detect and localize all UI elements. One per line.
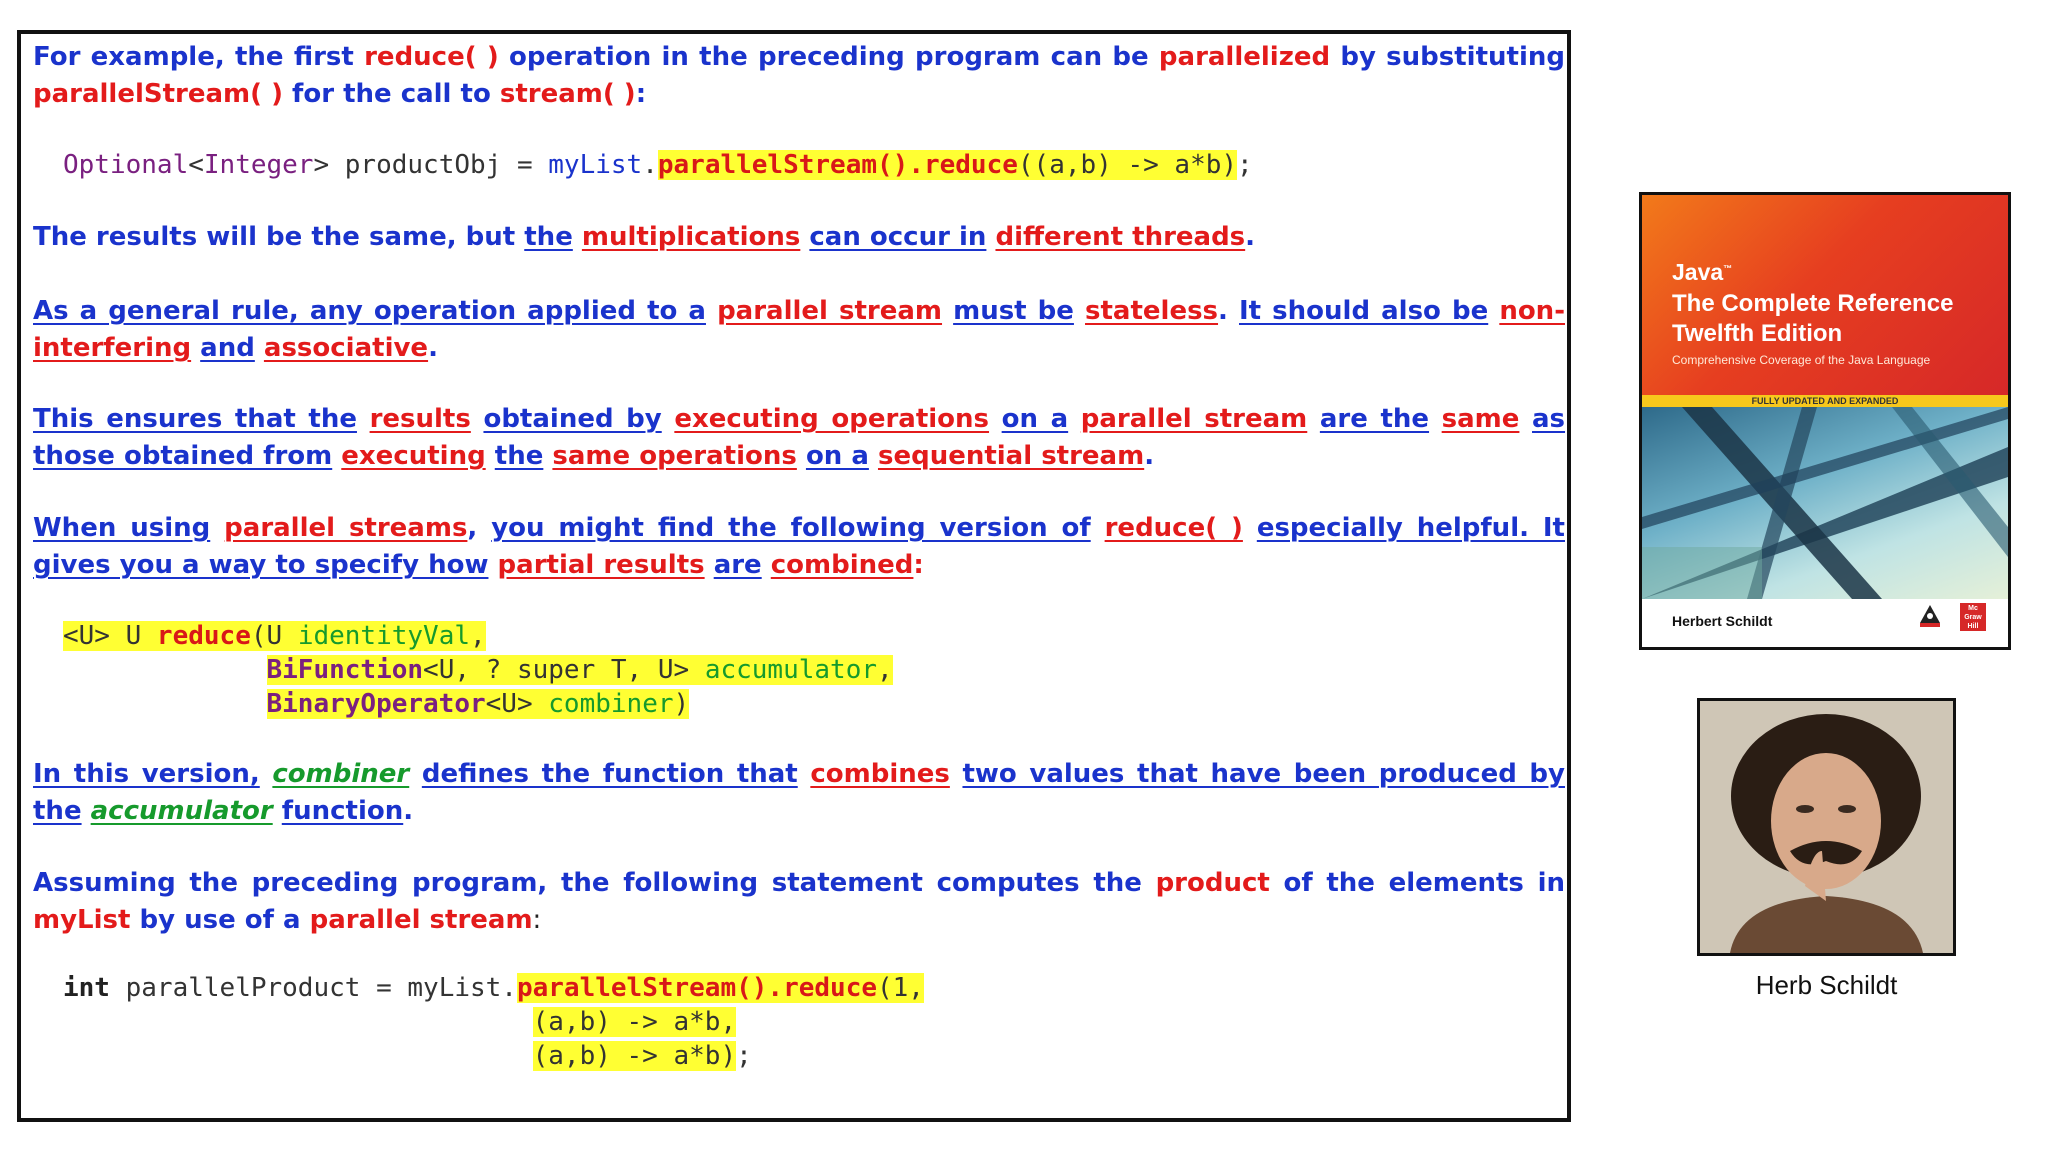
code-token: Optional [63,150,189,180]
code-token-highlight: (a,b) -> a*b, [532,1007,737,1037]
oracle-press-logo-icon [1916,603,1944,631]
code-token: < [188,150,204,180]
paragraph-ensures [33,401,1565,475]
code-token: myList [548,150,643,180]
text: the [524,222,573,252]
code-line [267,655,893,685]
text: must be [953,296,1074,326]
code-token: . [642,150,658,180]
text: operation in the preceding program can be [498,42,1159,72]
text: by use of a [130,905,310,935]
text: . [403,796,414,826]
text: especially helpful. It gives you a way to specify how [33,513,1565,580]
book-cover-image [1642,407,2008,599]
text: the [494,441,544,471]
author-caption: Herb Schildt [1755,970,1898,1000]
highlight-text: executing [341,441,486,471]
text: and [200,333,255,363]
text: . [1144,441,1155,471]
highlight-text: same operations [552,441,797,471]
code-line [63,621,486,651]
highlight-text: different threads [995,222,1246,252]
code-token: ) [673,689,690,719]
highlight-text: associative [263,333,429,363]
text: : [635,79,647,109]
code-token: <U> [485,689,549,719]
text: two values that have been produced by the [33,759,1565,826]
code-token: ; [736,1041,752,1071]
code-token: Integer [203,150,314,180]
book-band: FULLY UPDATED AND EXPANDED [1642,395,2008,407]
text: , [467,513,478,543]
code-token-highlight: (a,b) -> a*b) [532,1041,737,1071]
highlight-text: non-interfering [33,296,1565,363]
text: as those obtained from [33,404,1566,471]
code-token: , [470,621,486,651]
highlight-text: sequential stream [877,441,1145,471]
code-token-highlight: parallelStream().reduce [657,150,1018,180]
highlight-text: reduce( ) [364,42,499,72]
text: on a [805,441,869,471]
code-token: combiner [548,689,674,719]
paragraph-product [33,865,1565,939]
text: of the elements in [1269,868,1565,898]
text: on a [1001,404,1069,434]
highlight-text: combines [810,759,950,789]
code-token-highlight: ((a,b) -> a*b) [1017,150,1238,180]
highlight-text: parallel stream [717,296,943,326]
code-token: parallelProduct = myList. [109,973,517,1003]
text: : [532,905,542,935]
code-token: ; [1237,150,1253,180]
code-token: reduce [156,621,251,651]
highlight-text: stateless [1085,296,1219,326]
highlight-text: parallelStream( ) [33,79,283,109]
code-token: BinaryOperator [266,689,486,719]
text: When using [33,513,211,543]
highlight-text: results [369,404,471,434]
highlight-text: stream( ) [499,79,636,109]
publisher-logo: Mc Graw Hill [1960,603,1986,631]
book-cover [1639,192,2011,650]
code-snippet-3 [63,971,924,1073]
code-token: (U [250,621,298,651]
highlight-text: same [1441,404,1520,434]
code-token: BiFunction [266,655,424,685]
text: obtained by [483,404,662,434]
text: function [281,796,404,826]
book-java-label: Java™ [1672,259,1733,285]
highlight-text: executing operations [674,404,990,434]
code-token: , [877,655,893,685]
text: As a general rule, any operation applied to a [33,296,706,326]
text: It should also be [1239,296,1489,326]
code-token: > productObj = [313,150,549,180]
highlight-text: parallelized [1158,42,1331,72]
text: are [713,550,762,580]
code-token: int [63,973,110,1003]
text: Assuming the preceding program, the following statement computes the [33,868,1156,898]
highlight-text: parallel streams [224,513,468,543]
text: : [913,550,924,580]
highlight-text: combiner [272,759,410,789]
author-portrait-icon [1700,701,1953,953]
text: you might find the following version of [491,513,1091,543]
text: . [428,333,438,363]
highlight-text: myList [33,905,131,935]
code-snippet-2 [63,619,893,721]
text: For example, the first [33,42,365,72]
highlight-text: parallel stream [1080,404,1308,434]
text: by substituting [1330,42,1565,72]
code-snippet-1 [63,148,1253,182]
paragraph-results [33,219,1565,256]
code-token: <U, ? super T, U> [423,655,705,685]
text: . [1218,296,1228,326]
highlight-text: reduce( ) [1104,513,1243,543]
highlight-text: combined [770,550,914,580]
code-token-highlight: parallelStream().reduce [516,973,877,1003]
code-token: identityVal [297,621,470,651]
text: This ensures that the [33,404,357,434]
code-token: accumulator [704,655,877,685]
text: for the call to [282,79,500,109]
highlight-text: partial results [497,550,705,580]
text: are the [1319,404,1430,434]
highlight-text: multiplications [581,222,801,252]
text: defines the function that [421,759,798,789]
code-line [267,689,690,719]
highlight-text: parallel stream [309,905,533,935]
highlight-text: product [1155,868,1270,898]
paragraph-combiner [33,756,1565,830]
code-token-highlight: (1, [877,973,924,1003]
book-title: The Complete Reference Twelfth Edition [1672,290,1954,347]
highlight-text: accumulator [90,796,273,826]
paragraph-parallel-streams [33,510,1565,584]
author-photo [1697,698,1956,956]
text: In this version, [33,759,260,789]
book-subtitle: Comprehensive Coverage of the Java Language [1672,353,1931,367]
paragraph-intro [33,39,1565,113]
book-author: Herbert Schildt [1672,613,1773,629]
glass-building-graphic [1642,407,2008,599]
text: . [1245,222,1256,252]
paragraph-rule [33,293,1565,367]
code-token: <U> U [63,621,157,651]
text: The results will be the same, but [33,222,525,252]
text: can occur in [809,222,987,252]
